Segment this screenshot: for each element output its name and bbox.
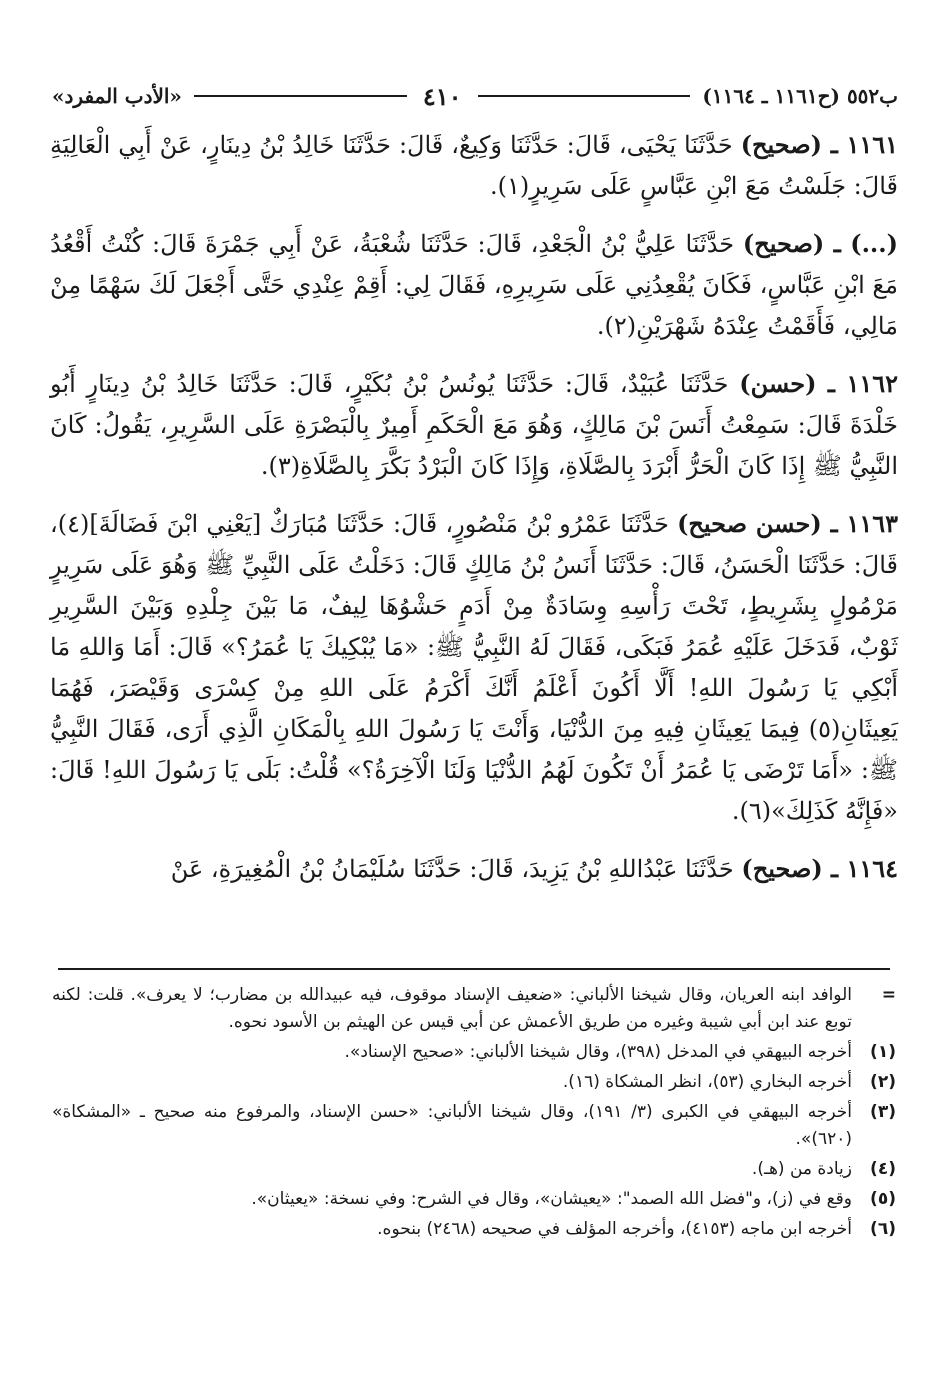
footnote-text: زيادة من (هـ). — [751, 1159, 852, 1179]
header-rule-right — [478, 95, 691, 97]
footnote-divider — [58, 968, 890, 970]
page-header — [52, 78, 898, 114]
hadith-1164 — [50, 848, 898, 890]
hadith-text: حَدَّثَنَا يَحْيَى، قَالَ: حَدَّثَنَا وَكِيعٌ، قَالَ: حَدَّثَنَا خَالِدُ بْنُ دِينَارٍ، عَنْ أَبِي الْعَالِيَةِ قَالَ: جَلَسْتُ مَعَ ابْنِ عَبَّاسٍ عَلَى سَرِيرٍ(١). — [50, 131, 898, 200]
footnote-text: أخرجه ابن ماجه (٤١٥٣)، وأخرجه المؤلف في صحيحه (٢٤٦٨) بنحوه. — [377, 1219, 852, 1239]
footnote-6 — [52, 1216, 896, 1243]
footnote-text: وقع في (ز)، و"فضل الله الصمد": «يعيشان»، وقال في الشرح: وفي نسخة: «يعيثان». — [251, 1189, 852, 1209]
book-title: «الأدب المفرد» — [52, 84, 182, 108]
hadith-number-grade: ١١٦٤ ـ (صحيح) — [741, 854, 898, 883]
hadith-1161-variant — [50, 223, 898, 347]
footnote-text: أخرجه البيهقي في المدخل (٣٩٨)، وقال شيخنا الألباني: «صحيح الإسناد». — [344, 1042, 852, 1062]
footnote-mark: (٥) — [870, 1189, 896, 1209]
hadith-text: حَدَّثَنَا عَلِيُّ بْنُ الْجَعْدِ، قَالَ: حَدَّثَنَا شُعْبَةُ، عَنْ أَبِي جَمْرَةَ قَالَ: كُنْتُ أَقْعُدُ مَعَ ابْنِ عَبَّاسٍ، فَكَانَ يُقْعِدُنِي عَلَى سَرِيرِهِ، فَقَالَ لِي: أَقِمْ عِنْدِي حَتَّى أَجْعَلَ لَكَ سَهْمًا مِنْ مَالِي، فَأَقَمْتُ عِنْدَهُ شَهْرَيْنِ(٢). — [50, 230, 898, 340]
footnote-4 — [52, 1156, 896, 1183]
hadith-number-grade: ١١٦٢ ـ (حسن) — [739, 369, 898, 398]
footnote-mark: (٤) — [870, 1159, 896, 1179]
header-rule-left — [194, 95, 407, 97]
page-number: ٤١٠ — [422, 81, 462, 111]
hadith-number-grade: (...) ـ (صحيح) — [742, 229, 898, 258]
hadith-number-grade: ١١٦٣ ـ (حسن صحيح) — [677, 509, 898, 538]
hadith-1163 — [50, 503, 898, 832]
footnote-5 — [52, 1186, 896, 1213]
footnote-mark: (٢) — [870, 1072, 896, 1092]
hadith-text: حَدَّثَنَا عَبْدُاللهِ بْنُ يَزِيدَ، قَالَ: حَدَّثَنَا سُلَيْمَانُ بْنُ الْمُغِيرَةِ، عَنْ — [170, 855, 734, 883]
hadith-text: حَدَّثَنَا عُبَيْدٌ، قَالَ: حَدَّثَنَا يُونُسُ بْنُ بُكَيْرٍ، قَالَ: حَدَّثَنَا خَالِدُ بْنُ دِينَارٍ أَبُو خَلْدَةَ قَالَ: سَمِعْتُ أَنَسَ بْنَ مَالِكٍ، وَهُوَ مَعَ الْحَكَمِ أَمِيرٌ بِالْبَصْرَةِ عَلَى السَّرِيرِ، يَقُولُ: كَانَ النَّبِيُّ ﷺ إِذَا كَانَ الْحَرُّ أَبْرَدَ بِالصَّلَاةِ، وَإِذَا كَانَ الْبَرْدُ بَكَّرَ بِالصَّلَاةِ(٣). — [50, 370, 898, 480]
footnote-mark: (٣) — [870, 1102, 896, 1122]
hadith-number-grade: ١١٦١ ـ (صحيح) — [740, 130, 899, 159]
footnote-mark: (٦) — [870, 1219, 896, 1239]
hadith-1161 — [50, 124, 898, 207]
footnotes — [52, 982, 896, 1246]
hadith-1162 — [50, 363, 898, 487]
footnote-mark: (١) — [870, 1042, 896, 1062]
main-text — [50, 124, 898, 906]
footnote-1 — [52, 1039, 896, 1066]
footnote-text: أخرجه البيهقي في الكبرى (٣/ ١٩١)، وقال شيخنا الألباني: «حسن الإسناد، والمرفوع منه صحيح ـ «المشكاة» (٦٢٠)». — [52, 1102, 853, 1149]
footnote-3 — [52, 1099, 896, 1153]
footnote-text: أخرجه البخاري (٥٣)، انظر المشكاة (١٦). — [562, 1072, 852, 1092]
footnote-continued — [52, 982, 896, 1036]
header-hadith-range: ب٥٥٢ (ح١١٦١ ـ ١١٦٤) — [702, 84, 898, 108]
footnote-2 — [52, 1069, 896, 1096]
footnote-text: الوافد ابنه العريان، وقال شيخنا الألباني: «ضعيف الإسناد موقوف، فيه عبيدالله بن مضارب؛ لا يعرف». قلت: لكنه توبع عند ابن أبي شيبة وغيره من طريق الأعمش عن أبي قيس عن الهيثم بن الأسود نحوه. — [52, 985, 852, 1032]
footnote-mark: = — [881, 985, 896, 1005]
hadith-text: حَدَّثَنَا عَمْرُو بْنُ مَنْصُورٍ، قَالَ: حَدَّثَنَا مُبَارَكٌ [يَعْنِي ابْنَ فَضَالَةَ](٤)، قَالَ: حَدَّثَنَا الْحَسَنُ، قَالَ: حَدَّثَنَا أَنَسُ بْنُ مَالِكٍ قَالَ: دَخَلْتُ عَلَى النَّبِيِّ ﷺ وَهُوَ عَلَى سَرِيرٍ مَرْمُولٍ بِشَرِيطٍ، تَحْتَ رَأْسِهِ وِسَادَةٌ مِنْ أَدَمٍ حَشْوُهَا لِيفٌ، مَا بَيْنَ جِلْدِهِ وَبَيْنَ السَّرِيرِ ثَوْبٌ، فَدَخَلَ عَلَيْهِ عُمَرُ فَبَكَى، فَقَالَ لَهُ النَّبِيُّ ﷺ: «مَا يُبْكِيكَ يَا عُمَرُ؟» قَالَ: أَمَا وَاللهِ مَا أَبْكِي يَا رَسُولَ اللهِ! أَلَّا أَكُونَ أَعْلَمُ أَنَّكَ أَكْرَمُ عَلَى اللهِ مِنْ كِسْرَى وَقَيْصَرَ، فَهُمَا يَعِيثَانِ(٥) فِيمَا يَعِيثَانِ فِيهِ مِنَ الدُّنْيَا، وَأَنْتَ يَا رَسُولَ اللهِ بِالْمَكَانِ الَّذِي أَرَى، فَقَالَ النَّبِيُّ ﷺ: «أَمَا تَرْضَى يَا عُمَرُ أَنْ تَكُونَ لَهُمُ الدُّنْيَا وَلَنَا الْآخِرَةُ؟» قُلْتُ: بَلَى يَا رَسُولَ اللهِ! قَالَ: «فَإِنَّهُ كَذَلِكَ»(٦). — [50, 510, 898, 825]
